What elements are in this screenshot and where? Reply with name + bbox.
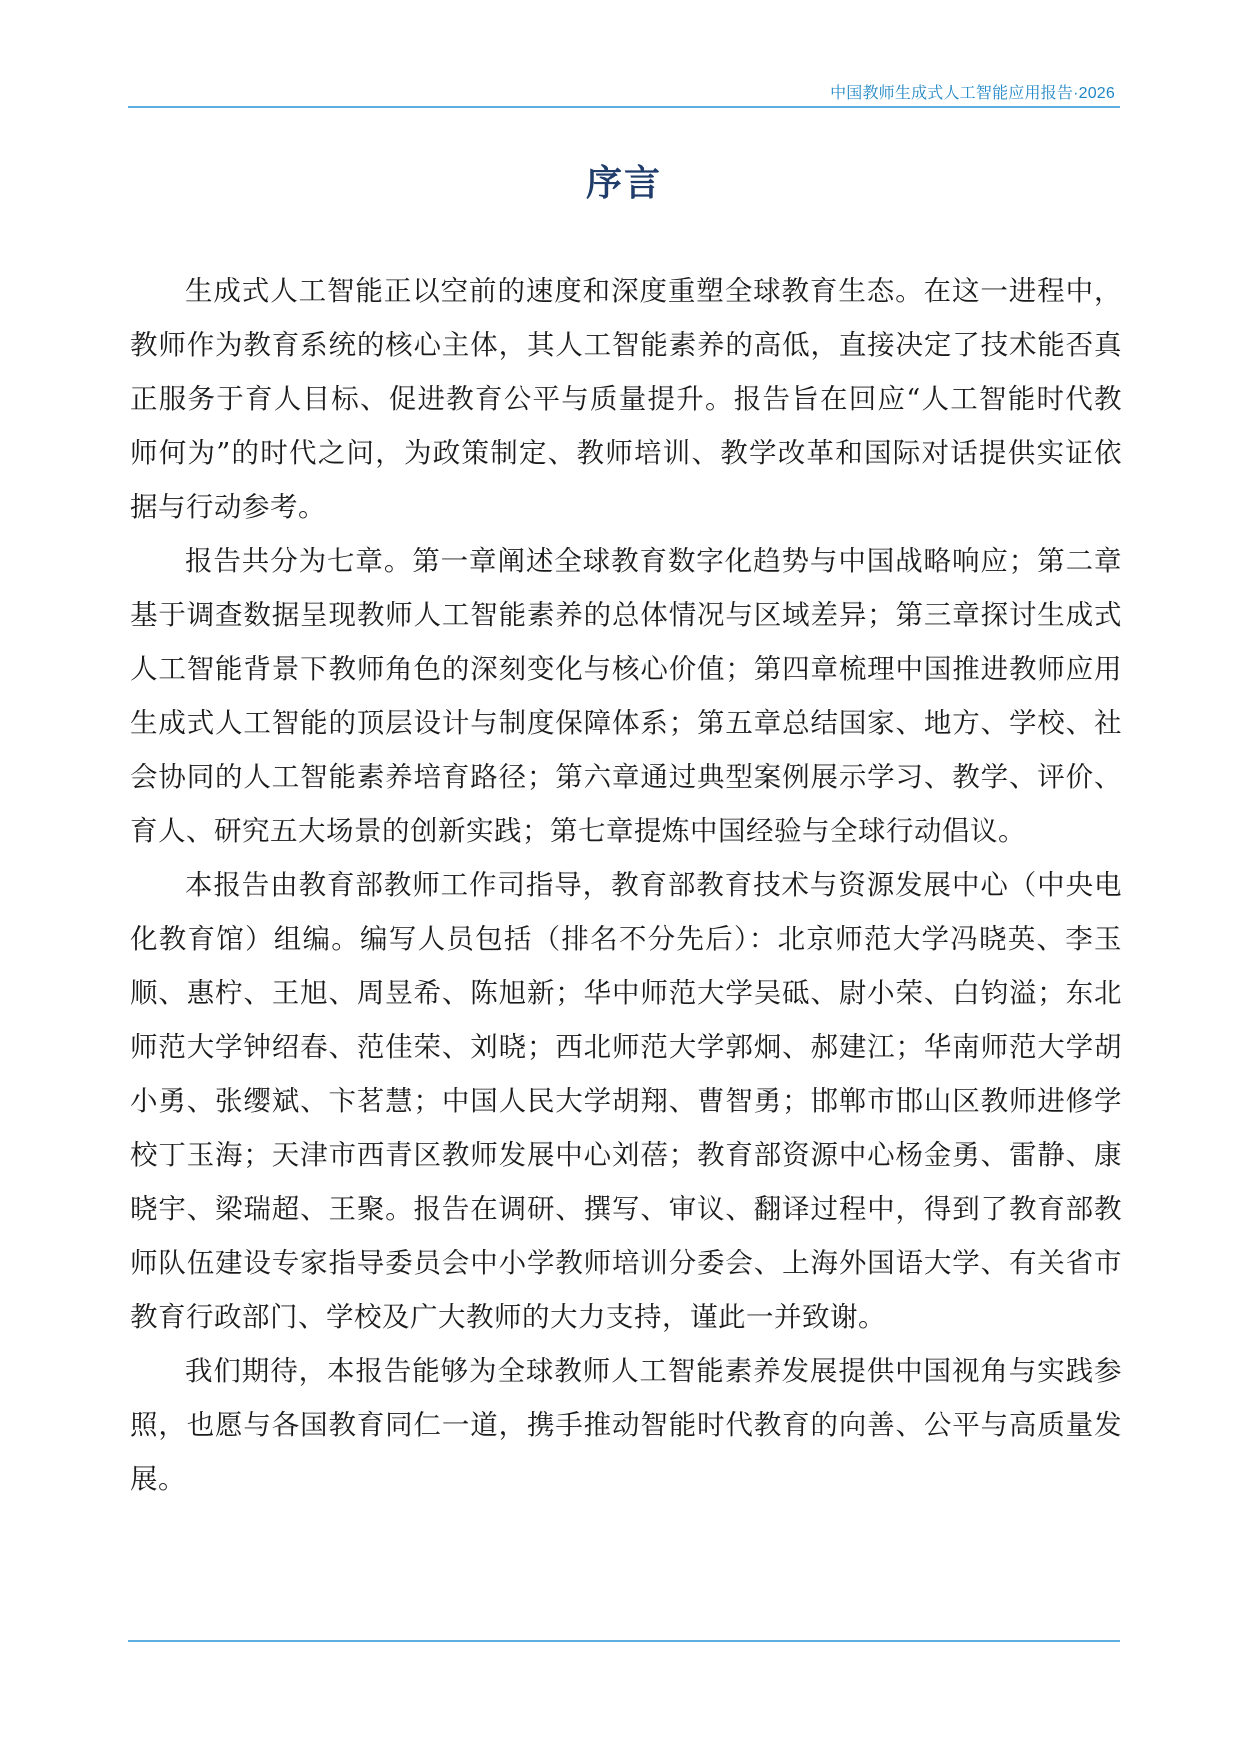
header-divider	[128, 106, 1120, 108]
paragraph: 生成式人工智能正以空前的速度和深度重塑全球教育生态。在这一进程中，教师作为教育系统的核心主体，其人工智能素养的高低，直接决定了技术能否真正服务于育人目标、促进教育公平与质量提升。报告旨在回应“人工智能时代教师何为”的时代之问，为政策制定、教师培训、教学改革和国际对话提供实证依据与行动参考。	[130, 275, 1122, 523]
running-header: 中国教师生成式人工智能应用报告·2026	[830, 85, 1115, 102]
paragraph: 报告共分为七章。第一章阐述全球教育数字化趋势与中国战略响应；第二章基于调查数据呈现教师人工智能素养的总体情况与区域差异；第三章探讨生成式人工智能背景下教师角色的深刻变化与核心价值；第四章梳理中国推进教师应用生成式人工智能的顶层设计与制度保障体系；第五章总结国家、地方、学校、社会协同的人工智能素养培育路径；第六章通过典型案例展示学习、教学、评价、育人、研究五大场景的创新实践；第七章提炼中国经验与全球行动倡议。	[130, 545, 1122, 847]
page-title: 序言	[585, 163, 662, 204]
footer-divider	[128, 1640, 1120, 1642]
paragraph: 本报告由教育部教师工作司指导，教育部教育技术与资源发展中心（中央电化教育馆）组编。编写人员包括（排名不分先后）：北京师范大学冯晓英、李玉顺、惠柠、王旭、周昱希、陈旭新；华中师范大学吴砥、尉小荣、白钧溢；东北师范大学钟绍春、范佳荣、刘晓；西北师范大学郭炯、郝建江；华南师范大学胡小勇、张缨斌、卞茗慧；中国人民大学胡翔、曹智勇；邯郸市邯山区教师进修学校丁玉海；天津市西青区教师发展中心刘蓓；教育部资源中心杨金勇、雷静、康晓宇、梁瑞超、王聚。报告在调研、撰写、审议、翻译过程中，得到了教育部教师队伍建设专家指导委员会中小学教师培训分委会、上海外国语大学、有关省市教育行政部门、学校及广大教师的大力支持，谨此一并致谢。	[130, 869, 1122, 1333]
preface-body	[130, 264, 1122, 1506]
paragraph: 我们期待，本报告能够为全球教师人工智能素养发展提供中国视角与实践参照，也愿与各国教育同仁一道，携手推动智能时代教育的向善、公平与高质量发展。	[130, 1355, 1122, 1495]
